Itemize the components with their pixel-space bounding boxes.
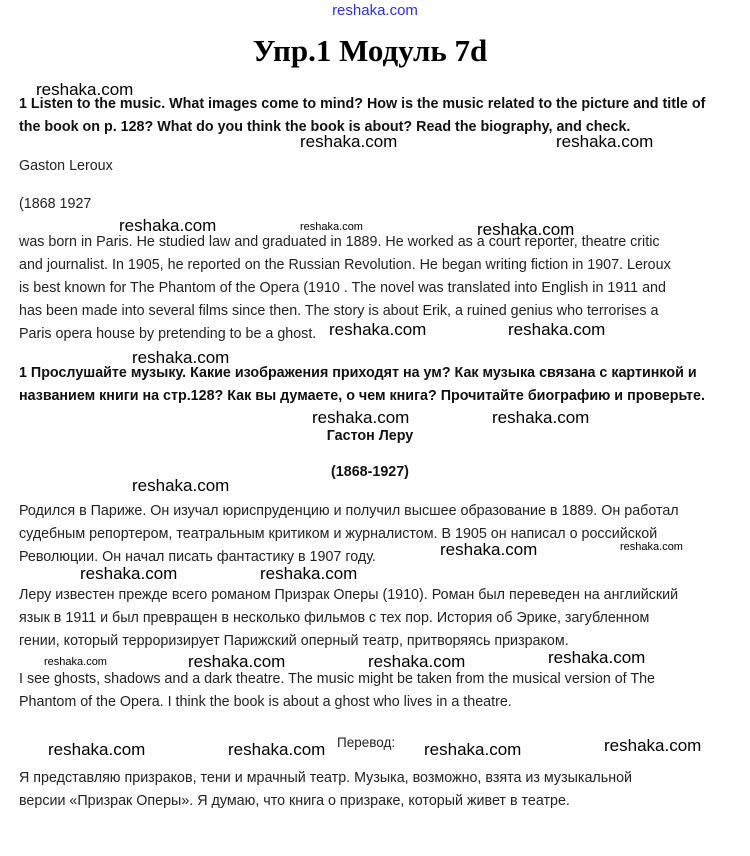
watermark: reshaka.com: [80, 564, 178, 583]
answer-ru-line-1: Я представляю призраков, тени и мрачный театр. Музыка, возможно, взята из музыкальной: [19, 770, 633, 786]
page-title: Упр.1 Модуль 7d: [252, 33, 488, 68]
watermark: reshaka.com: [228, 740, 326, 759]
watermark: reshaka.com: [132, 348, 230, 367]
watermark: reshaka.com: [132, 476, 230, 495]
watermark: reshaka.com: [620, 541, 683, 553]
task-ru-line-1: 1 Прослушайте музыку. Какие изображения приходят на ум? Как музыка связана с картинкой и: [19, 365, 697, 381]
bio-ru-1-line-3: Революции. Он начал писать фантастику в 1907 году.: [19, 549, 376, 565]
watermark: reshaka.com: [188, 652, 286, 671]
answer-ru-line-2: версии «Призрак Оперы». Я думаю, что книга о призраке, который живет в театре.: [19, 793, 570, 809]
task-ru-line-2: названием книги на стр.128? Как вы думаете, о чем книга? Прочитайте биографию и проверьте.: [19, 388, 705, 404]
bio-en-line-5: Paris opera house by pretending to be a ghost.: [19, 326, 317, 342]
bio-en-line-2: and journalist. In 1905, he reported on the Russian Revolution. He began writing fiction in 1907. Leroux: [19, 257, 671, 273]
watermark: reshaka.com: [300, 132, 398, 151]
task-en-line-2: the book on p. 128? What do you think the book is about? Read the biography, and check.: [19, 119, 631, 135]
watermark: reshaka.com: [604, 736, 702, 755]
watermark: reshaka.com: [48, 740, 146, 759]
bio-en-line-3: is best known for The Phantom of the Opera (1910 . The novel was translated into English in 1911 and: [19, 280, 666, 296]
watermark: reshaka.com: [300, 221, 363, 233]
bio-ru-2-line-1: Леру известен прежде всего романом Призрак Оперы (1910). Роман был переведен на английский: [19, 587, 679, 603]
watermark: reshaka.com: [119, 216, 217, 235]
bio-ru-2-line-2: язык в 1911 и был превращен в несколько фильмов с тех пор. История об Эрике, загубленном: [19, 610, 650, 626]
watermark: reshaka.com: [368, 652, 466, 671]
watermark: reshaka.com: [329, 320, 427, 339]
watermark: reshaka.com: [548, 648, 646, 667]
bio-ru-1-line-2: судебным репортером, театральным критиком и журналистом. В 1905 он написал о российской: [19, 526, 658, 542]
bio-en-line-1: was born in Paris. He studied law and graduated in 1889. He worked as a court reporter, theatre critic: [19, 234, 660, 250]
bio-ru-1-line-1: Родился в Париже. Он изучал юриспруденцию и получил высшее образование в 1889. Он работал: [19, 503, 679, 519]
watermark: reshaka.com: [492, 408, 590, 427]
watermark: reshaka.com: [36, 80, 134, 99]
bio-ru-2-line-3: гении, который терроризирует Парижский оперный театр, притворяясь призраком.: [19, 633, 569, 649]
watermark: reshaka.com: [44, 656, 107, 668]
answer-en-line-1: I see ghosts, shadows and a dark theatre. The music might be taken from the musical version of The: [19, 671, 656, 687]
site-header-link[interactable]: reshaka.com: [332, 2, 418, 19]
watermark: reshaka.com: [312, 408, 410, 427]
years-ru: (1868-1927): [331, 464, 409, 480]
author-ru: Гастон Леру: [326, 428, 414, 444]
watermark: reshaka.com: [556, 132, 654, 151]
answer-en-line-2: Phantom of the Opera. I think the book is about a ghost who lives in a theatre.: [19, 694, 512, 710]
watermark: reshaka.com: [508, 320, 606, 339]
watermark: reshaka.com: [440, 540, 538, 559]
years-en: (1868 1927: [19, 196, 92, 212]
bio-en-line-4: has been made into several films since then. The story is about Erik, a ruined genius who terrorises a: [19, 303, 659, 319]
task-en-line-1: 1 Listen to the music. What images come to mind? How is the music related to the picture and title of: [19, 96, 706, 112]
watermark: reshaka.com: [477, 220, 575, 239]
translation-label: Перевод:: [337, 735, 396, 750]
watermark: reshaka.com: [424, 740, 522, 759]
watermark: reshaka.com: [260, 564, 358, 583]
author-en: Gaston Leroux: [19, 158, 113, 174]
